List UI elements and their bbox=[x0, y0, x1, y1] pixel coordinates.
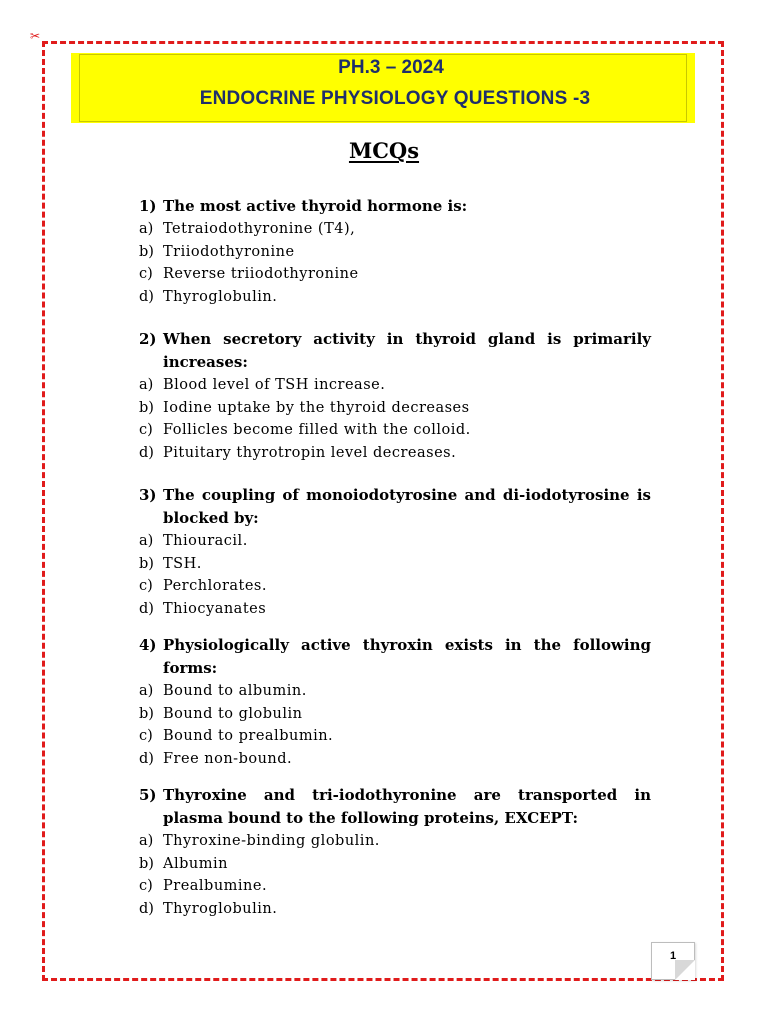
option-letter: b) bbox=[139, 555, 154, 572]
option-text: Bound to globulin bbox=[163, 705, 303, 722]
option-letter: d) bbox=[139, 444, 154, 461]
question-text: Thyroxine and tri-iodothyronine are transported in plasma bound to the following proteins, EXCEPT: bbox=[163, 786, 651, 827]
scissors-icon: ✂ bbox=[30, 29, 41, 43]
option-letter: d) bbox=[139, 750, 154, 767]
option-letter: c) bbox=[139, 878, 153, 894]
option-text: Thiocyanates bbox=[163, 600, 267, 617]
option bbox=[139, 218, 651, 241]
option bbox=[139, 374, 651, 397]
option-text: Thyroglobulin. bbox=[163, 288, 278, 305]
question-stem bbox=[139, 195, 651, 218]
question-text: Physiologically active thyroxin exists in the following forms: bbox=[163, 636, 651, 677]
option-text: Bound to albumin. bbox=[163, 683, 307, 699]
banner-course-year: PH.3 – 2024 bbox=[338, 57, 444, 78]
option bbox=[139, 898, 651, 921]
option-letter: d) bbox=[139, 288, 154, 305]
option bbox=[139, 241, 651, 264]
option-text: Reverse triiodothyronine bbox=[163, 266, 359, 282]
question-stem bbox=[139, 784, 651, 830]
option bbox=[139, 853, 651, 876]
question-number: 2) bbox=[139, 330, 157, 348]
option-letter: a) bbox=[139, 833, 154, 849]
option-letter: d) bbox=[139, 600, 154, 617]
option-text: Triiodothyronine bbox=[163, 243, 295, 260]
option bbox=[139, 442, 651, 465]
option-letter: a) bbox=[139, 683, 154, 699]
option-text: Thiouracil. bbox=[163, 533, 248, 549]
section-heading: MCQs bbox=[348, 138, 420, 163]
question-4 bbox=[139, 634, 651, 770]
question-stem bbox=[139, 634, 651, 680]
question-text: The coupling of monoiodotyrosine and di-iodotyrosine is blocked by: bbox=[163, 486, 651, 527]
option-letter: c) bbox=[139, 578, 153, 594]
option-letter: d) bbox=[139, 900, 154, 917]
question-number: 1) bbox=[139, 197, 157, 215]
question-5 bbox=[139, 784, 651, 920]
option-text: Prealbumine. bbox=[163, 878, 268, 894]
option-text: Thyroglobulin. bbox=[163, 900, 278, 917]
option bbox=[139, 748, 651, 771]
option bbox=[139, 680, 651, 703]
option-text: Follicles become filled with the colloid. bbox=[163, 422, 471, 438]
question-number: 5) bbox=[139, 786, 157, 804]
option-text: Thyroxine-binding globulin. bbox=[163, 833, 380, 849]
page-number: 1 bbox=[669, 950, 677, 962]
option bbox=[139, 725, 651, 748]
option-letter: b) bbox=[139, 399, 154, 416]
option bbox=[139, 575, 651, 598]
banner-title: ENDOCRINE PHYSIOLOGY QUESTIONS -3 bbox=[199, 88, 591, 109]
option bbox=[139, 598, 651, 621]
question-1 bbox=[139, 195, 651, 308]
option bbox=[139, 419, 651, 442]
question-list bbox=[139, 195, 651, 920]
option bbox=[139, 703, 651, 726]
question-3 bbox=[139, 484, 651, 620]
option bbox=[139, 830, 651, 853]
option-text: Albumin bbox=[163, 855, 228, 872]
option-text: Perchlorates. bbox=[163, 578, 267, 594]
question-number: 4) bbox=[139, 636, 157, 654]
option-letter: b) bbox=[139, 243, 154, 260]
option bbox=[139, 530, 651, 553]
option bbox=[139, 286, 651, 309]
option-letter: a) bbox=[139, 533, 154, 549]
question-number: 3) bbox=[139, 486, 157, 504]
option-letter: a) bbox=[139, 377, 154, 393]
page-fold-corner bbox=[675, 960, 695, 980]
option-text: Iodine uptake by the thyroid decreases bbox=[163, 399, 470, 416]
page-number-box bbox=[651, 942, 695, 980]
option bbox=[139, 553, 651, 576]
option-letter: c) bbox=[139, 728, 153, 744]
option bbox=[139, 875, 651, 898]
question-text: When secretory activity in thyroid gland is primarily increases: bbox=[163, 330, 651, 371]
option-letter: b) bbox=[139, 705, 154, 722]
option-letter: b) bbox=[139, 855, 154, 872]
title-banner bbox=[71, 53, 695, 123]
question-stem bbox=[139, 328, 651, 374]
option-text: Bound to prealbumin. bbox=[163, 728, 334, 744]
option-letter: c) bbox=[139, 422, 153, 438]
option-text: Free non-bound. bbox=[163, 750, 293, 767]
option-text: Blood level of TSH increase. bbox=[163, 377, 386, 393]
question-text: The most active thyroid hormone is: bbox=[163, 197, 468, 215]
option-text: TSH. bbox=[163, 555, 202, 572]
option bbox=[139, 263, 651, 286]
option-letter: c) bbox=[139, 266, 153, 282]
question-stem bbox=[139, 484, 651, 530]
option-text: Tetraiodothyronine (T4), bbox=[163, 221, 356, 237]
option bbox=[139, 397, 651, 420]
option-letter: a) bbox=[139, 221, 154, 237]
question-2 bbox=[139, 328, 651, 464]
option-text: Pituitary thyrotropin level decreases. bbox=[163, 444, 457, 461]
